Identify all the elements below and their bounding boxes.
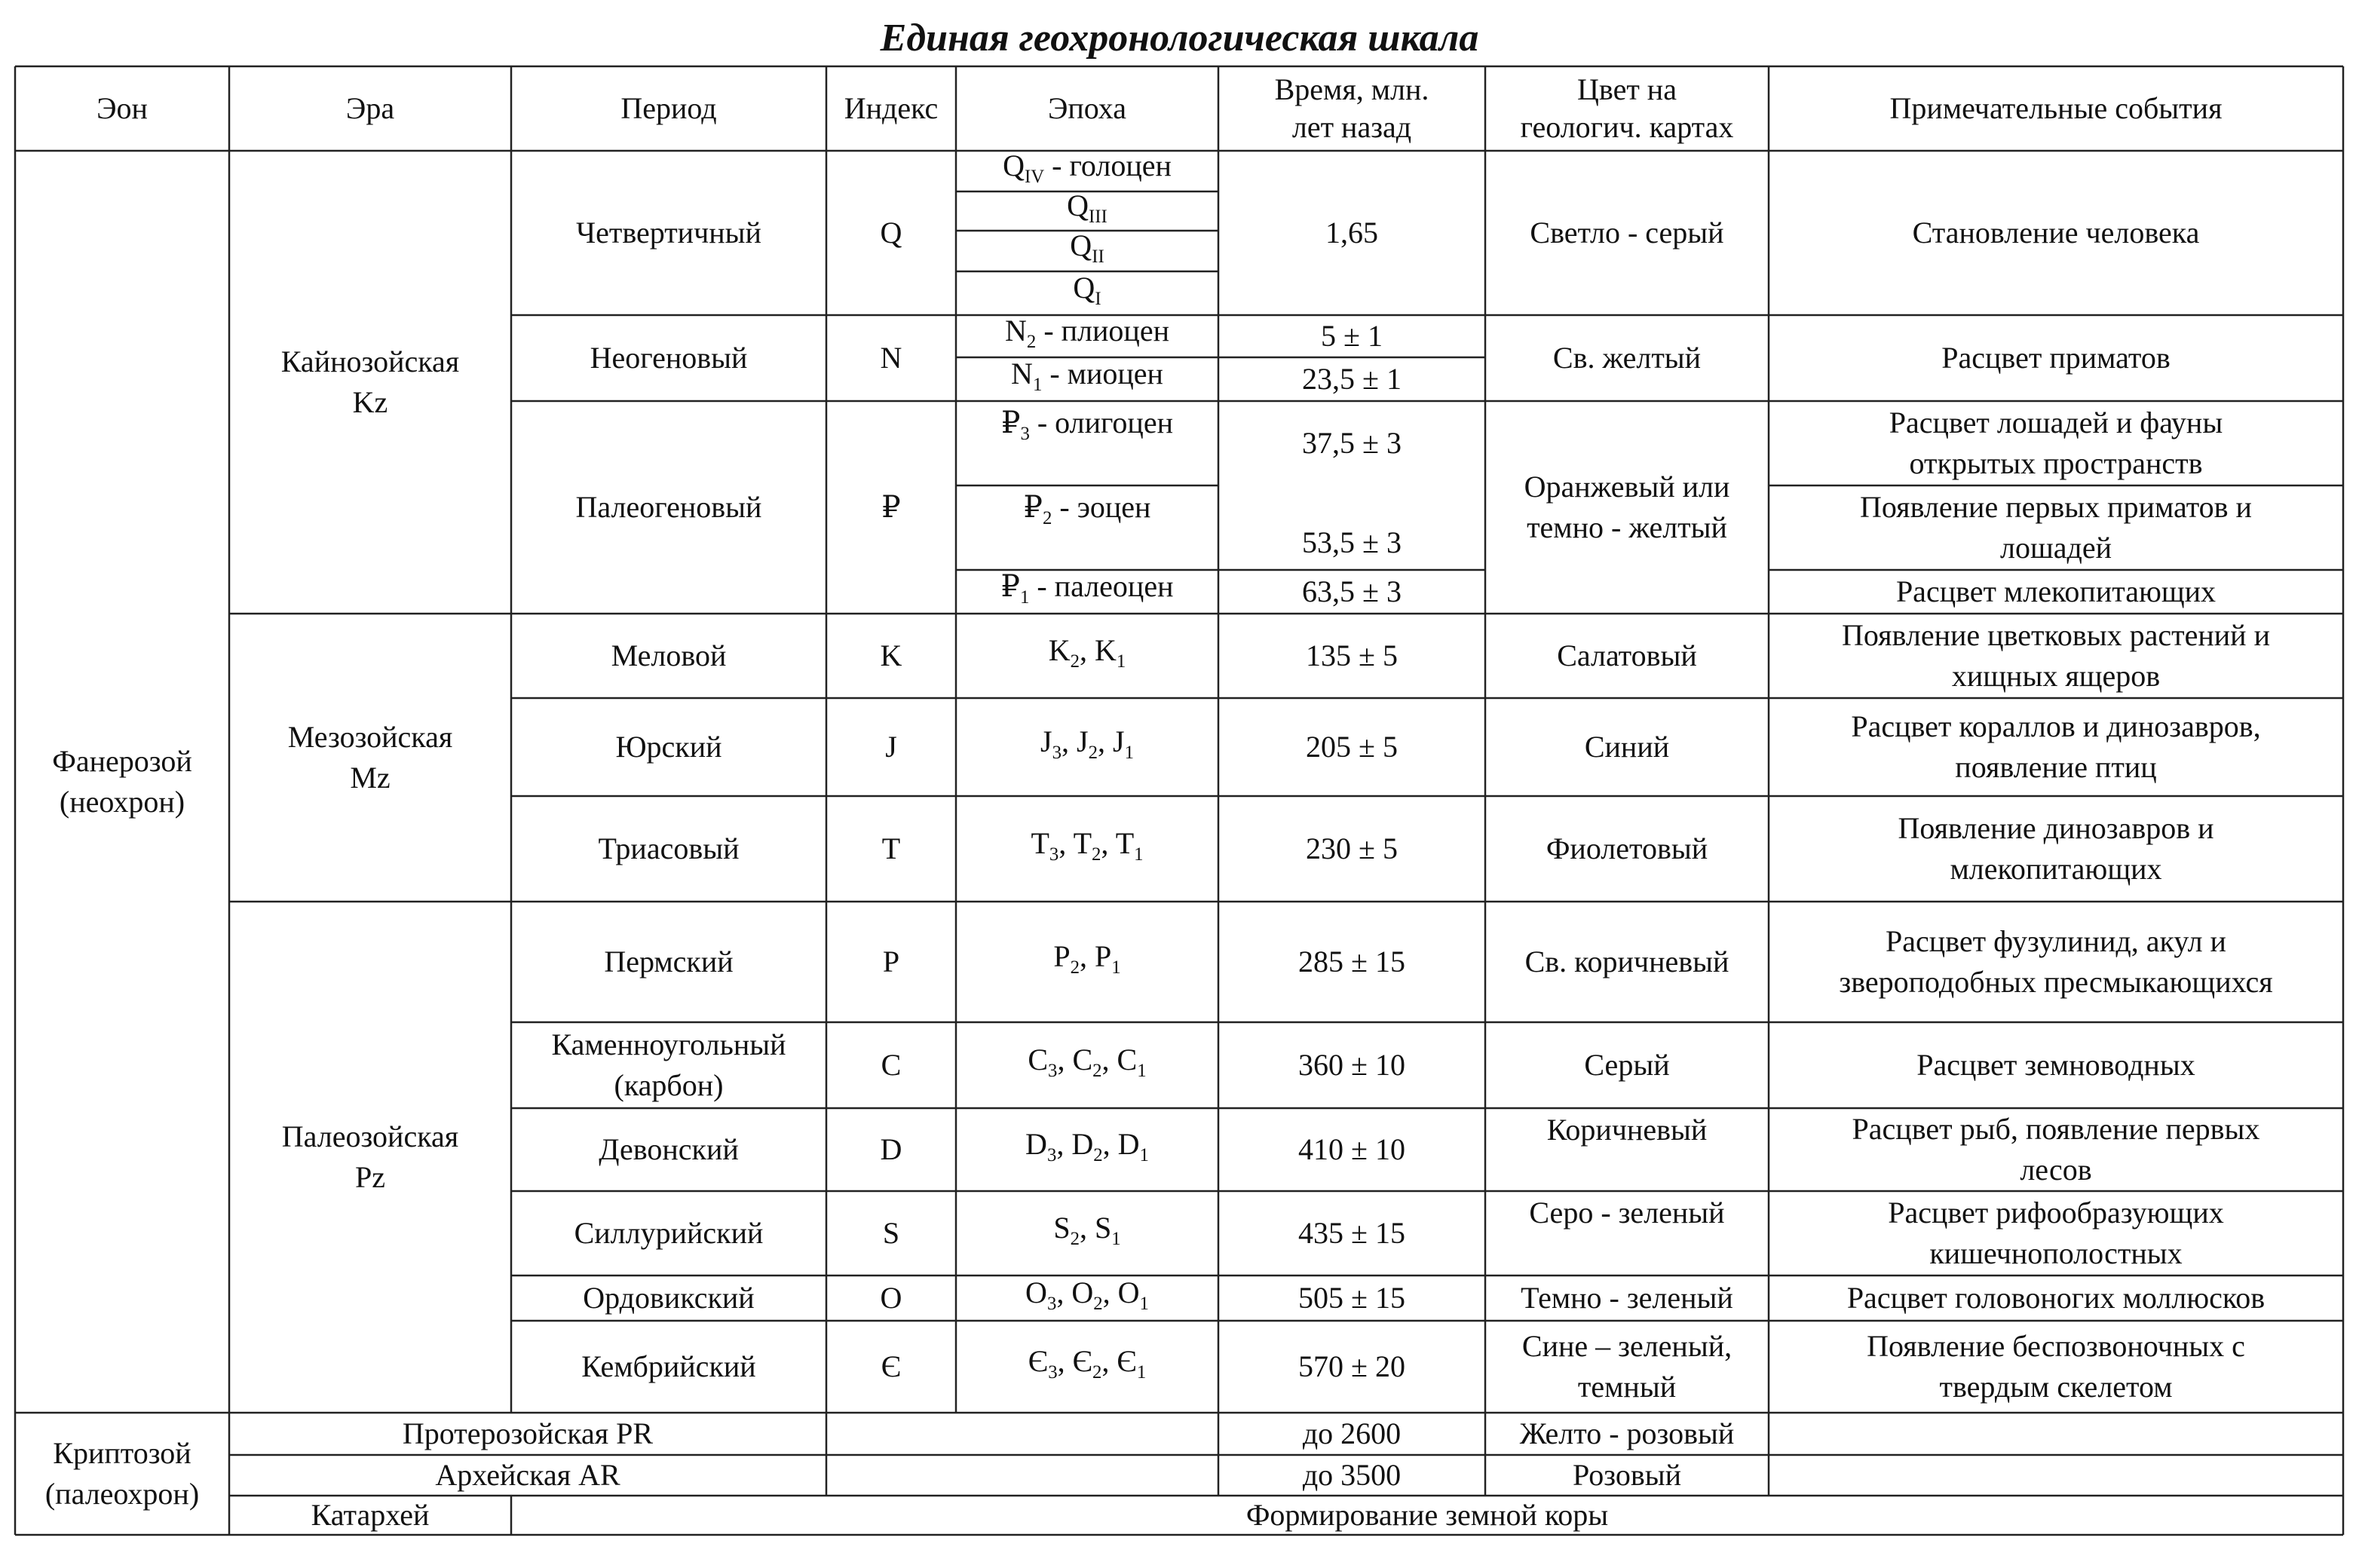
- epoch-neogene-line: $N_2$ - плиоцен: [1005, 313, 1169, 352]
- color-triassic: [1485, 796, 1769, 902]
- period-carboniferous-line: Каменноугольный: [551, 1027, 786, 1061]
- color-carboniferous-line: Серый: [1584, 1048, 1670, 1082]
- era-paleozoic-line: Палеозойская: [281, 1119, 459, 1153]
- epoch-silurian-line: $S_2$, $S_1$: [1053, 1210, 1121, 1249]
- era-mesozoic-line: Mz: [350, 761, 391, 795]
- epoch-devonian: [956, 1108, 1218, 1191]
- index-cambrian: [826, 1321, 956, 1413]
- events-triassic-line: млекопитающих: [1950, 852, 2162, 886]
- epoch-paleogene: [956, 570, 1218, 614]
- row-katarchean-name: [229, 1496, 511, 1535]
- events-paleogene: [1769, 485, 2343, 570]
- events-permian-line: Расцвет фузулинид, акул и: [1886, 924, 2226, 958]
- header-index: [826, 66, 956, 151]
- time-ordovician-line: 505 ± 15: [1298, 1281, 1405, 1315]
- epoch-quaternary: [956, 271, 1218, 315]
- events-permian-line: звероподобных пресмыкающихся: [1839, 965, 2273, 999]
- header-period-line: Период: [620, 91, 717, 125]
- row-archean-color-line: Розовый: [1573, 1458, 1681, 1492]
- index-paleogene-line: ₽: [881, 490, 901, 524]
- period-cretaceous: [511, 614, 826, 698]
- color-jurassic-line: Синий: [1584, 730, 1670, 764]
- events-neogene: [1769, 315, 2343, 401]
- row-proterozoic-time: [1218, 1413, 1485, 1455]
- era-cenozoic: [229, 151, 511, 614]
- epoch-quaternary: [956, 228, 1218, 271]
- eon-phanerozoic: [15, 151, 229, 1413]
- time-neogene-line: 5 ± 1: [1321, 319, 1383, 353]
- events-silurian-line: кишечнополостных: [1929, 1236, 2183, 1270]
- index-quaternary: [826, 151, 956, 315]
- row-archean-time-line: до 3500: [1302, 1458, 1402, 1492]
- events-paleogene: [1769, 401, 2343, 485]
- period-permian: [511, 902, 826, 1022]
- era-mesozoic-line: Мезозойская: [287, 720, 453, 754]
- epoch-triassic: [956, 796, 1218, 902]
- time-carboniferous-line: 360 ± 10: [1298, 1048, 1405, 1082]
- color-triassic-line: Фиолетовый: [1546, 831, 1708, 865]
- index-cambrian-line: Є: [881, 1349, 902, 1383]
- events-silurian: [1769, 1191, 2343, 1276]
- index-neogene-line: N: [880, 341, 902, 375]
- color-quaternary: [1485, 151, 1769, 315]
- period-silurian: [511, 1191, 826, 1276]
- time-ordovician: [1218, 1276, 1485, 1321]
- events-quaternary: [1769, 151, 2343, 315]
- eon-cryptozoic: [15, 1413, 229, 1535]
- period-neogene-line: Неогеновый: [590, 341, 748, 375]
- epoch-jurassic-line: $J_3$, $J_2$, $J_1$: [1040, 724, 1134, 763]
- period-quaternary-line: Четвертичный: [576, 216, 761, 250]
- period-neogene: [511, 315, 826, 401]
- row-archean-name: [229, 1455, 826, 1496]
- period-cambrian-line: Кембрийский: [581, 1349, 756, 1383]
- time-jurassic: [1218, 698, 1485, 796]
- row-proterozoic-color-line: Желто - розовый: [1519, 1416, 1735, 1450]
- events-triassic: [1769, 796, 2343, 902]
- events-cambrian-line: Появление беспозвоночных с: [1867, 1329, 2245, 1363]
- index-quaternary-line: Q: [880, 216, 902, 250]
- color-paleogene-line: темно - желтый: [1527, 510, 1727, 544]
- period-triassic: [511, 796, 826, 902]
- time-paleogene-line: 53,5 ± 3: [1302, 525, 1402, 559]
- era-paleozoic: [229, 902, 511, 1413]
- color-quaternary-line: Светло - серый: [1530, 216, 1724, 250]
- row-archean-name-line: Архейская AR: [435, 1458, 620, 1492]
- index-carboniferous-line: C: [881, 1048, 902, 1082]
- era-mesozoic: [229, 614, 511, 902]
- time-neogene: [1218, 357, 1485, 401]
- epoch-permian: [956, 902, 1218, 1022]
- eon-cryptozoic-line: (палеохрон): [44, 1477, 200, 1511]
- index-ordovician-line: O: [880, 1281, 902, 1315]
- time-cretaceous-line: 135 ± 5: [1306, 639, 1398, 672]
- color-cambrian-line: темный: [1577, 1370, 1677, 1404]
- color-cretaceous-line: Салатовый: [1557, 639, 1697, 672]
- eon-phanerozoic-line: (неохрон): [59, 785, 185, 819]
- period-ordovician: [511, 1276, 826, 1321]
- time-devonian: [1218, 1108, 1485, 1191]
- events-jurassic: [1769, 698, 2343, 796]
- events-cretaceous: [1769, 614, 2343, 698]
- events-paleogene-line: Расцвет лошадей и фауны: [1889, 406, 2223, 439]
- epoch-quaternary-line: $Q_I$: [1073, 270, 1101, 309]
- index-ordovician: [826, 1276, 956, 1321]
- events-cambrian-line: твердым скелетом: [1939, 1370, 2173, 1404]
- events-permian: [1769, 902, 2343, 1022]
- time-quaternary: [1218, 151, 1485, 315]
- epoch-neogene: [956, 357, 1218, 401]
- period-paleogene: [511, 401, 826, 614]
- time-devonian-line: 410 ± 10: [1298, 1132, 1405, 1166]
- period-cretaceous-line: Меловой: [611, 639, 727, 672]
- events-quaternary-line: Становление человека: [1912, 216, 2200, 250]
- eon-phanerozoic-line: Фанерозой: [52, 744, 192, 778]
- period-quaternary: [511, 151, 826, 315]
- period-silurian-line: Силлурийский: [574, 1216, 764, 1250]
- time-triassic-line: 230 ± 5: [1306, 831, 1398, 865]
- events-cretaceous-line: Появление цветковых растений и: [1842, 618, 2270, 652]
- header-eon-line: Эон: [97, 91, 148, 125]
- events-cretaceous-line: хищных ящеров: [1951, 659, 2161, 693]
- events-silurian-line: Расцвет рифообразующих: [1888, 1196, 2224, 1230]
- row-archean-time: [1218, 1455, 1485, 1496]
- events-jurassic-line: появление птиц: [1955, 750, 2157, 784]
- epoch-paleogene-line: $₽_2$ - эоцен: [1023, 490, 1151, 528]
- epoch-quaternary-line: $Q_{II}$: [1070, 228, 1104, 267]
- row-archean-color: [1485, 1455, 1769, 1496]
- period-jurassic-line: Юрский: [615, 730, 722, 764]
- color-neogene-line: Св. желтый: [1552, 341, 1702, 375]
- epoch-paleogene: [956, 401, 1218, 485]
- time-paleogene: [1218, 516, 1485, 570]
- time-quaternary-line: 1,65: [1325, 216, 1378, 250]
- index-carboniferous: [826, 1022, 956, 1108]
- time-silurian: [1218, 1191, 1485, 1276]
- header-epoch: [956, 66, 1218, 151]
- period-jurassic: [511, 698, 826, 796]
- events-ordovician: [1769, 1276, 2343, 1321]
- epoch-ordovician: [956, 1276, 1218, 1321]
- color-cambrian: [1485, 1321, 1769, 1413]
- events-paleogene-line: Появление первых приматов и: [1860, 490, 2252, 524]
- time-paleogene-line: 37,5 ± 3: [1302, 426, 1402, 460]
- epoch-cambrian: [956, 1321, 1218, 1413]
- time-cambrian-line: 570 ± 20: [1298, 1349, 1405, 1383]
- era-paleozoic-line: Pz: [355, 1160, 385, 1194]
- epoch-devonian-line: $D_3$, $D_2$, $D_1$: [1025, 1126, 1149, 1165]
- events-jurassic-line: Расцвет кораллов и динозавров,: [1851, 709, 2261, 743]
- events-carboniferous-line: Расцвет земноводных: [1916, 1048, 2195, 1082]
- events-paleogene-line: открытых пространств: [1909, 446, 2203, 480]
- events-paleogene-line: Расцвет млекопитающих: [1895, 574, 2217, 608]
- period-carboniferous-line: (карбон): [614, 1068, 724, 1102]
- time-carboniferous: [1218, 1022, 1485, 1108]
- header-era-line: Эра: [345, 91, 395, 125]
- header-events: [1769, 66, 2343, 151]
- color-jurassic: [1485, 698, 1769, 796]
- epoch-permian-line: $P_2$, $P_1$: [1053, 939, 1121, 978]
- row-katarchean-name-line: Катархей: [311, 1498, 430, 1532]
- header-era: [229, 66, 511, 151]
- row-proterozoic-color: [1485, 1413, 1769, 1455]
- time-paleogene: [1218, 570, 1485, 614]
- time-permian: [1218, 902, 1485, 1022]
- header-index-line: Индекс: [844, 91, 939, 125]
- header-color: [1485, 66, 1769, 151]
- period-paleogene-line: Палеогеновый: [575, 490, 762, 524]
- events-cambrian: [1769, 1321, 2343, 1413]
- epoch-cambrian-line: $Є_3$, $Є_2$, $Є_1$: [1028, 1343, 1147, 1383]
- header-epoch-line: Эпоха: [1047, 91, 1127, 125]
- row-katarchean-event: [511, 1496, 2343, 1535]
- time-cretaceous: [1218, 614, 1485, 698]
- color-permian: [1485, 902, 1769, 1022]
- time-paleogene-line: 63,5 ± 3: [1302, 574, 1402, 608]
- color-devonian: [1485, 1108, 1769, 1191]
- period-ordovician-line: Ордовикский: [583, 1281, 755, 1315]
- color-cambrian-line: Сине – зеленый,: [1521, 1329, 1732, 1363]
- header-color-line: Цвет на: [1577, 72, 1677, 106]
- events-devonian: [1769, 1108, 2343, 1191]
- index-jurassic: [826, 698, 956, 796]
- color-paleogene: [1485, 401, 1769, 614]
- index-silurian: [826, 1191, 956, 1276]
- epoch-silurian: [956, 1191, 1218, 1276]
- epoch-triassic-line: $T_3$, $T_2$, $T_1$: [1031, 825, 1144, 865]
- epoch-cretaceous-line: $K_2$, $K_1$: [1048, 632, 1126, 672]
- epoch-paleogene-line: $₽_1$ - палеоцен: [1000, 568, 1174, 608]
- index-devonian: [826, 1108, 956, 1191]
- epoch-carboniferous-line: $C_3$, $C_2$, $C_1$: [1028, 1042, 1147, 1081]
- period-triassic-line: Триасовый: [598, 831, 740, 865]
- period-cambrian: [511, 1321, 826, 1413]
- index-triassic: [826, 796, 956, 902]
- events-paleogene: [1769, 570, 2343, 614]
- index-neogene: [826, 315, 956, 401]
- events-paleogene-line: лошадей: [1999, 531, 2112, 565]
- color-carboniferous: [1485, 1022, 1769, 1108]
- events-triassic-line: Появление динозавров и: [1898, 811, 2214, 845]
- events-devonian-line: Расцвет рыб, появление первых: [1852, 1112, 2260, 1146]
- events-devonian-line: лесов: [2020, 1153, 2092, 1187]
- epoch-ordovician-line: $O_3$, $O_2$, $O_1$: [1025, 1275, 1149, 1314]
- row-katarchean-event-line: Формирование земной коры: [1245, 1498, 1609, 1532]
- epoch-neogene-line: $N_1$ - миоцен: [1011, 356, 1163, 395]
- color-devonian-line: Коричневый: [1546, 1113, 1708, 1147]
- row-proterozoic-time-line: до 2600: [1302, 1416, 1402, 1450]
- page-title: Единая геохронологическая шкала: [880, 17, 1479, 60]
- color-cretaceous: [1485, 614, 1769, 698]
- color-paleogene-line: Оранжевый или: [1524, 470, 1730, 504]
- header-time-line: Время, млн.: [1274, 72, 1429, 106]
- epoch-jurassic: [956, 698, 1218, 796]
- era-cenozoic-line: Кайнозойская: [280, 345, 460, 378]
- epoch-quaternary-line: $Q_{III}$: [1067, 188, 1108, 227]
- header-color-line: геологич. картах: [1520, 110, 1734, 144]
- index-permian: [826, 902, 956, 1022]
- period-devonian: [511, 1108, 826, 1191]
- epoch-cretaceous: [956, 614, 1218, 698]
- index-devonian-line: D: [880, 1132, 902, 1166]
- era-cenozoic-line: Kz: [352, 385, 388, 419]
- period-carboniferous: [511, 1022, 826, 1108]
- index-permian-line: P: [882, 945, 900, 978]
- header-events-line: Примечательные события: [1889, 91, 2223, 125]
- epoch-carboniferous: [956, 1022, 1218, 1108]
- epoch-quaternary-line: $Q_{IV}$ - голоцен: [1003, 148, 1172, 187]
- index-jurassic-line: J: [885, 730, 897, 764]
- events-ordovician-line: Расцвет головоногих моллюсков: [1846, 1281, 2266, 1315]
- time-permian-line: 285 ± 15: [1298, 945, 1405, 978]
- events-neogene-line: Расцвет приматов: [1941, 341, 2171, 375]
- index-cretaceous: [826, 614, 956, 698]
- color-ordovician: [1485, 1276, 1769, 1321]
- color-permian-line: Св. коричневый: [1524, 945, 1729, 978]
- time-triassic: [1218, 796, 1485, 902]
- epoch-paleogene: [956, 485, 1218, 570]
- header-period: [511, 66, 826, 151]
- time-jurassic-line: 205 ± 5: [1306, 730, 1398, 764]
- time-neogene-line: 23,5 ± 1: [1302, 362, 1402, 396]
- epoch-paleogene-line: $₽_3$ - олигоцен: [1001, 406, 1173, 444]
- color-silurian: [1485, 1191, 1769, 1276]
- time-paleogene: [1218, 401, 1485, 485]
- time-silurian-line: 435 ± 15: [1298, 1216, 1405, 1250]
- index-paleogene: [826, 401, 956, 614]
- header-time: [1218, 66, 1485, 151]
- color-silurian-line: Серо - зеленый: [1529, 1196, 1725, 1230]
- eon-cryptozoic-line: Криптозой: [53, 1436, 191, 1470]
- header-eon: [15, 66, 229, 151]
- header-time-line: лет назад: [1291, 110, 1412, 144]
- index-cretaceous-line: K: [880, 639, 902, 672]
- epoch-neogene: [956, 315, 1218, 357]
- period-devonian-line: Девонский: [599, 1132, 739, 1166]
- events-carboniferous: [1769, 1022, 2343, 1108]
- row-proterozoic-name: [229, 1413, 826, 1455]
- index-triassic-line: T: [881, 831, 901, 865]
- color-ordovician-line: Темно - зеленый: [1521, 1281, 1733, 1315]
- row-proterozoic-name-line: Протерозойская PR: [402, 1416, 654, 1450]
- index-silurian-line: S: [882, 1216, 900, 1250]
- time-cambrian: [1218, 1321, 1485, 1413]
- time-neogene: [1218, 315, 1485, 357]
- period-permian-line: Пермский: [604, 945, 734, 978]
- color-neogene: [1485, 315, 1769, 401]
